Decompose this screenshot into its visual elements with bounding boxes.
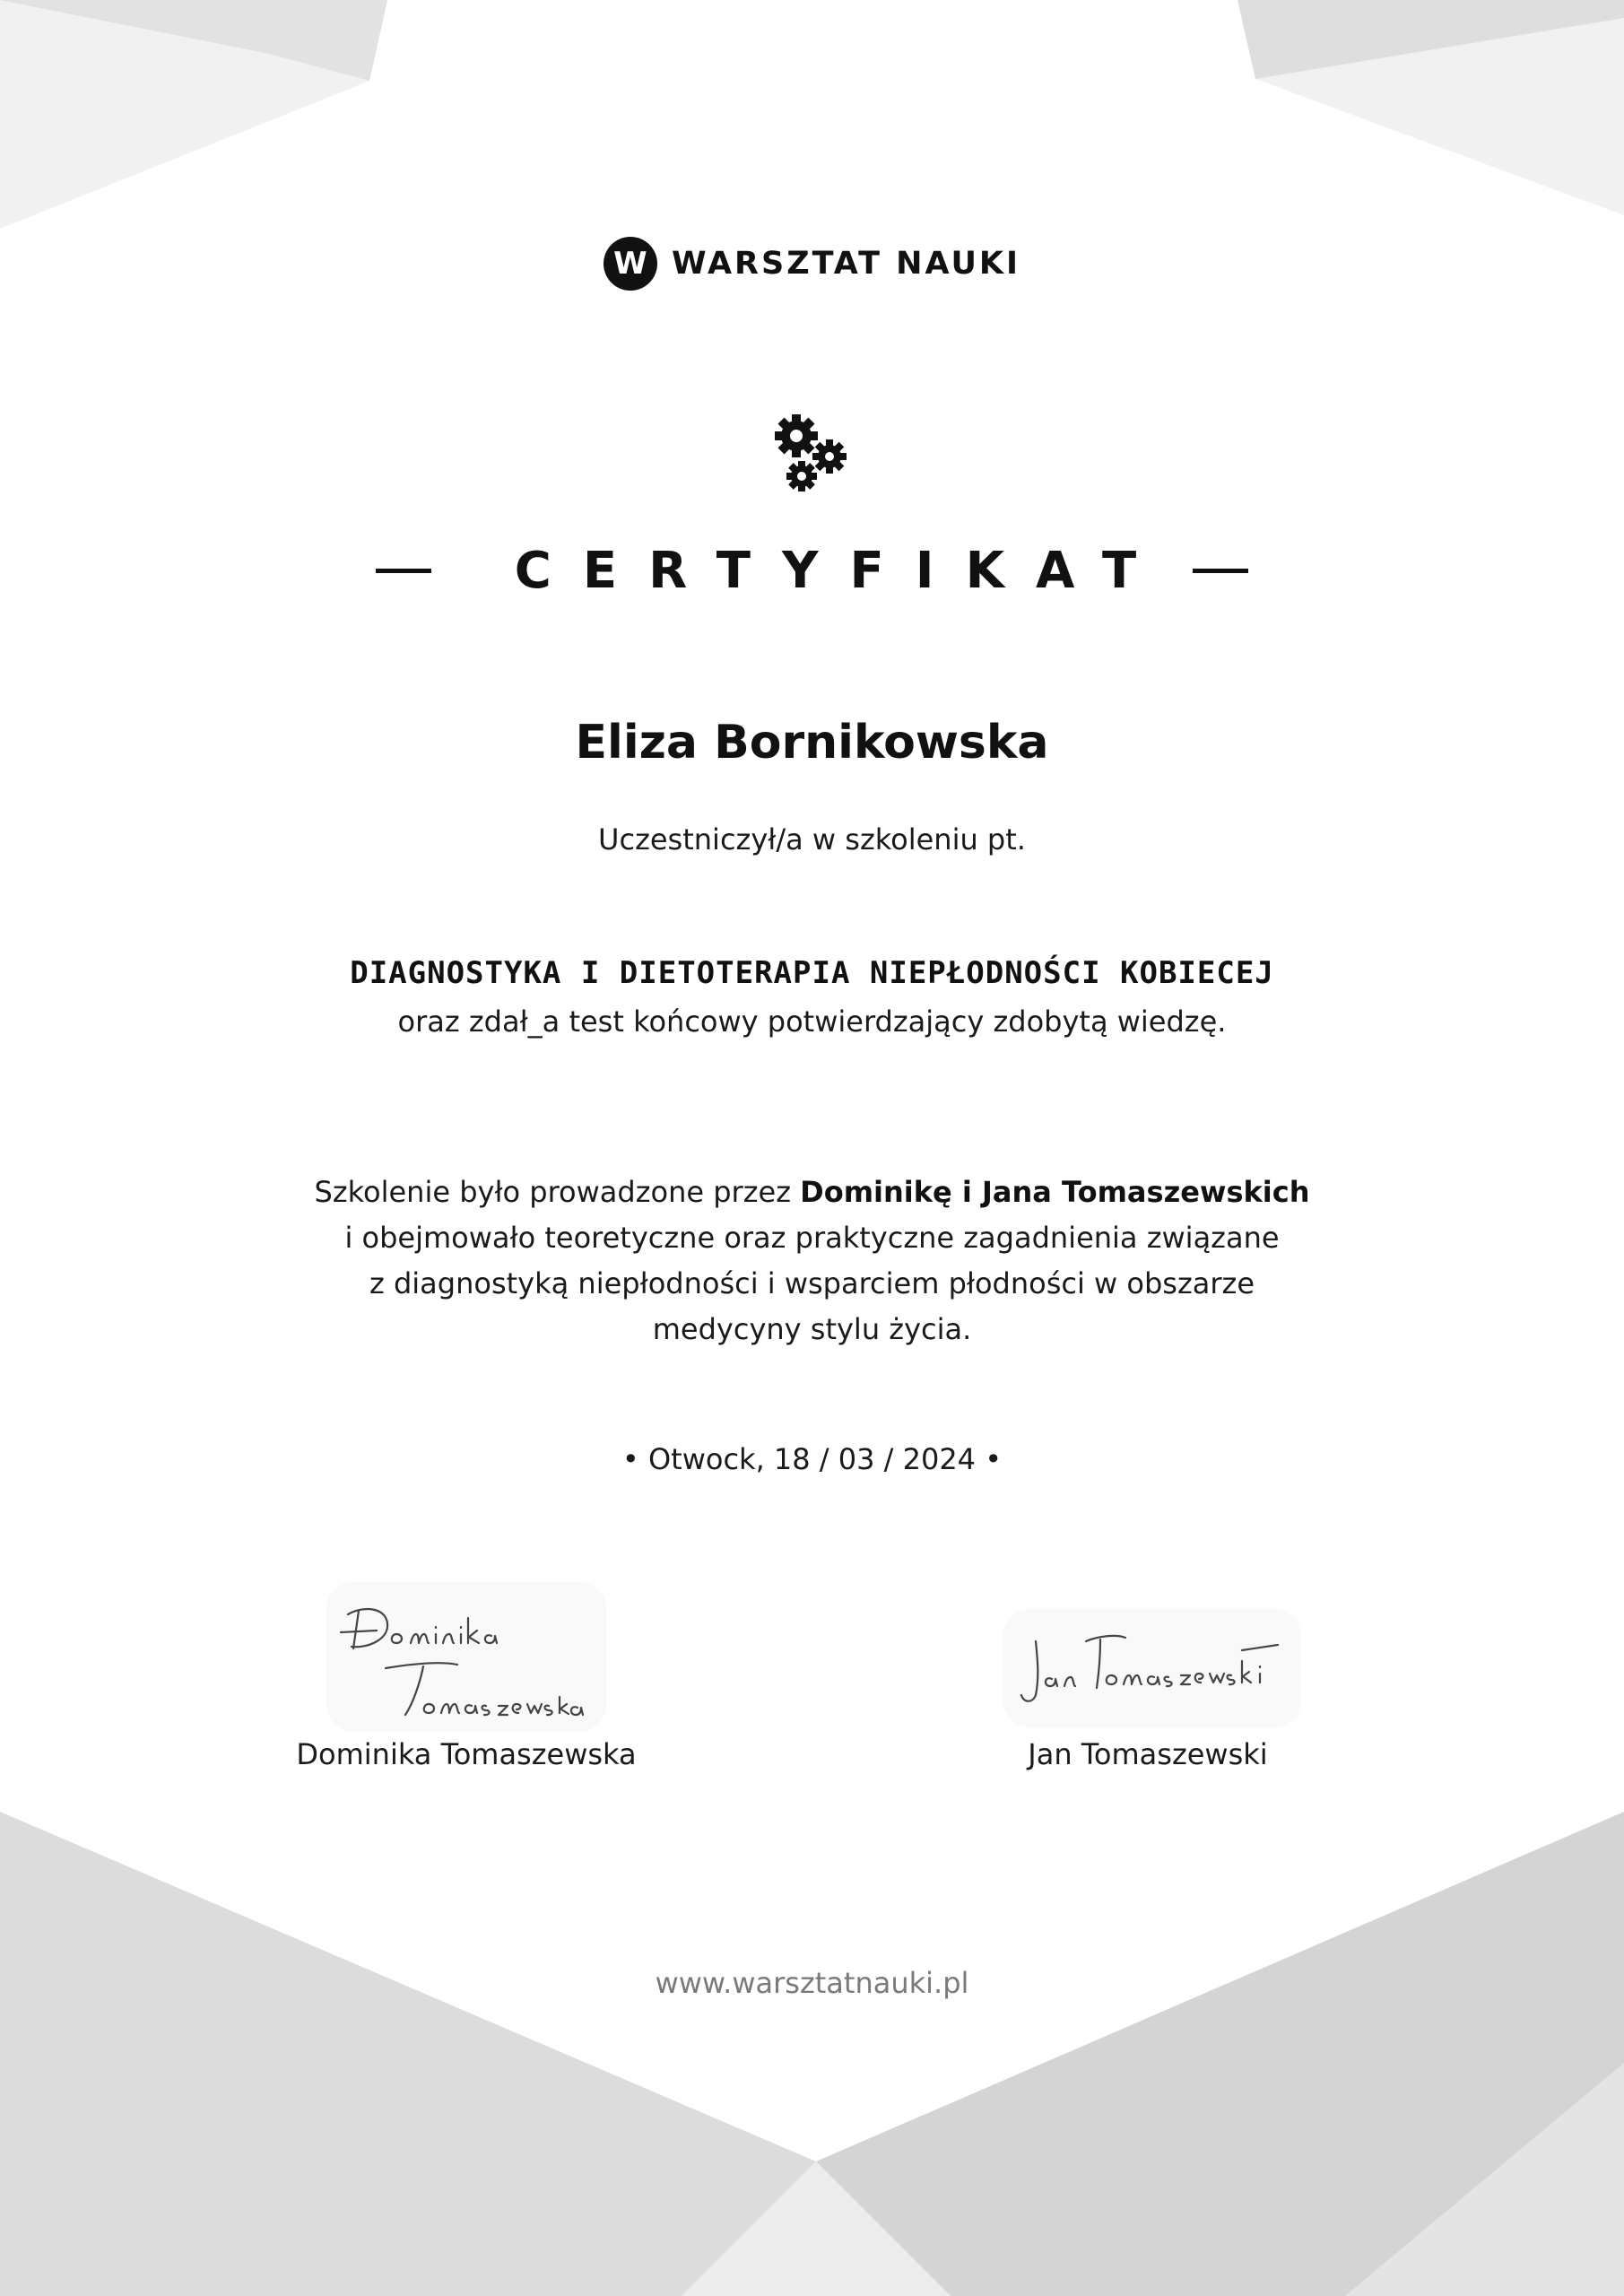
certificate-title [0, 542, 1624, 600]
test-statement: oraz zdał_a test końcowy potwierdzający zdobytą wiedzę. [397, 1004, 1227, 1039]
signature-dominika-image [323, 1578, 610, 1735]
title-dash-left [376, 569, 431, 573]
instructors-name: Dominikę i Jana Tomaszewskich [800, 1175, 1310, 1209]
gears-icon [767, 411, 856, 500]
place-date: • Otwock, 18 / 03 / 2024 • [621, 1442, 1003, 1476]
course-title: DIAGNOSTYKA I DIETOTERAPIA NIEPŁODNOŚCI KOBIECEJ [350, 955, 1274, 991]
signature-name-jan: Jan Tomaszewski [1028, 1737, 1268, 1771]
recipient-name: Eliza Bornikowska [575, 716, 1049, 770]
signature-jan-image [1000, 1605, 1305, 1731]
title-dash-right [1193, 569, 1248, 573]
description-line-2: i obejmowało teoretyczne oraz praktyczne zagadnienia związane [344, 1221, 1280, 1255]
description-line-4: medycyny stylu życia. [652, 1312, 972, 1346]
brand-logo-icon: W [604, 237, 657, 291]
website-link[interactable]: www.warsztatnauki.pl [655, 1966, 969, 2000]
bg-shape-bottom-left [0, 1812, 816, 2296]
description-line-1: Szkolenie było prowadzone przez Dominikę i Jana Tomaszewskich [314, 1175, 1310, 1209]
title-text: CERTYFIKAT [514, 542, 1168, 600]
signature-name-dominika: Dominika Tomaszewska [296, 1737, 637, 1771]
intro-text: Uczestniczył/a w szkoleniu pt. [598, 822, 1026, 857]
description-line-3: z diagnostyką niepłodności i wsparciem płodności w obszarze [369, 1266, 1255, 1300]
training-description [0, 1170, 1624, 1352]
brand-name: WARSZTAT NAUKI [671, 246, 1021, 282]
brand-header [0, 237, 1624, 291]
